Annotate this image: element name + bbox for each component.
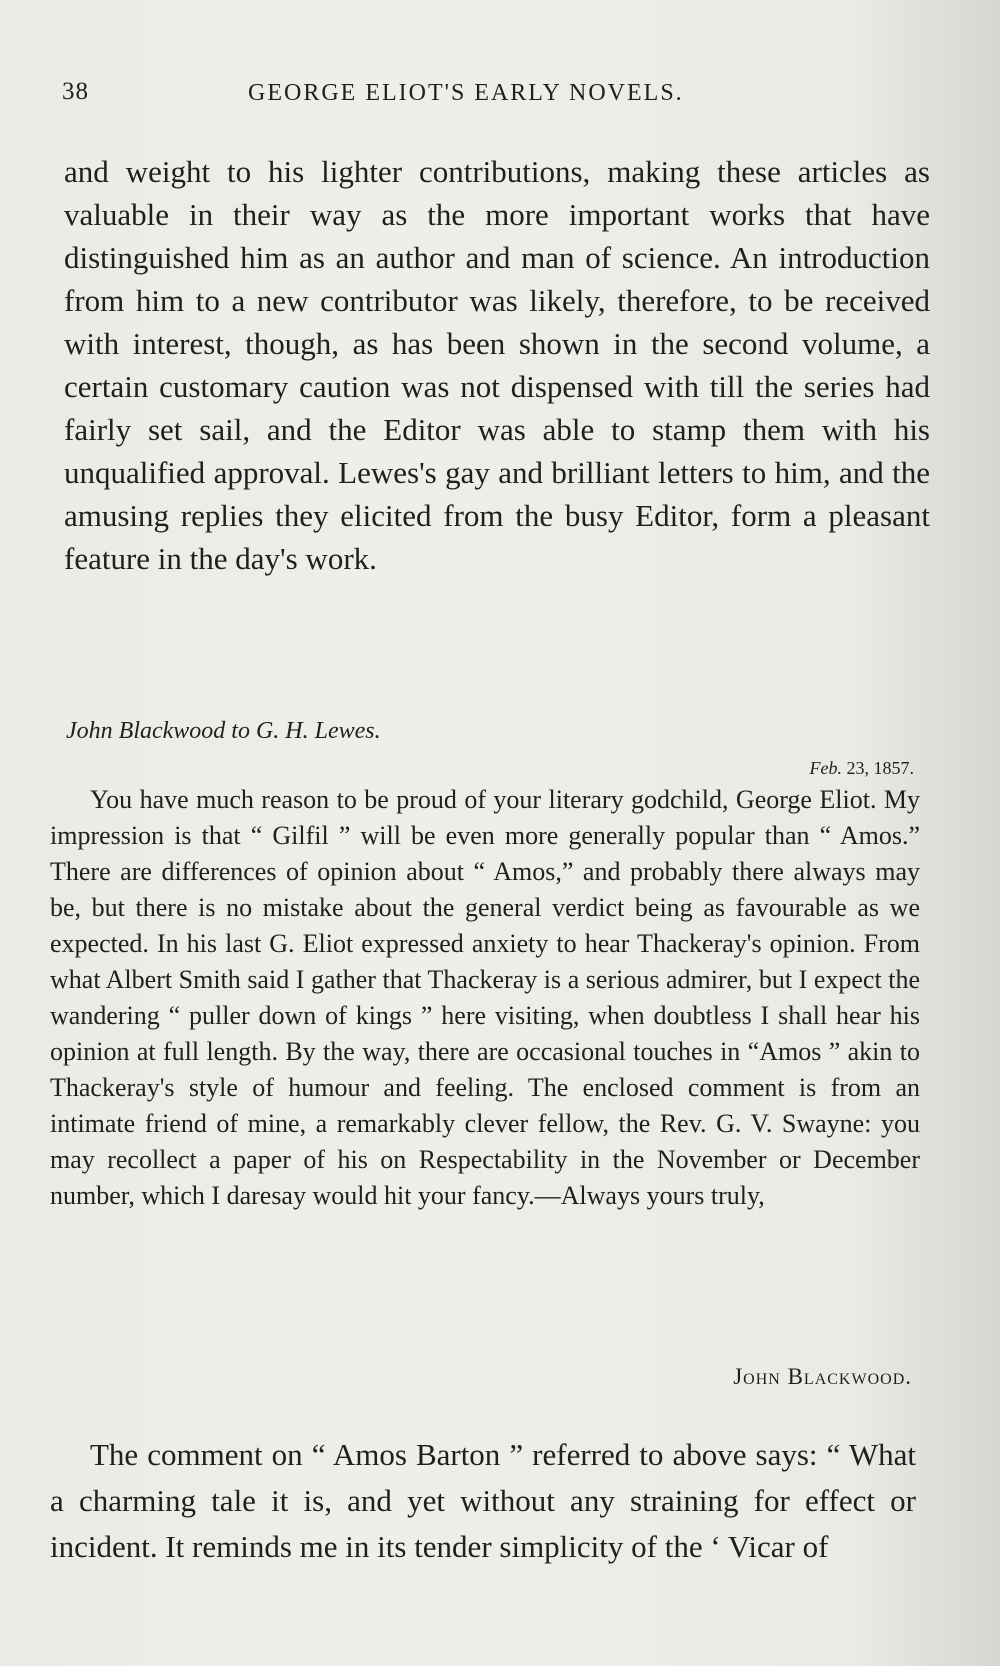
running-title: GEORGE ELIOT'S EARLY NOVELS. xyxy=(248,80,684,106)
letter-date-rest: 23, 1857. xyxy=(842,758,914,778)
page-number: 38 xyxy=(62,78,89,105)
body-paragraph-1: and weight to his lighter contributions, making these articles as valuable in their way as the more important works that have distinguished him as an author and man of science. An introduction from him to a new contributor was likely, therefore, to be received with interest, though, as has been shown in the second volume, a certain customary caution was not dispensed with till the series had fairly set sail, and the Editor was able to stamp them with his unqualified approval. Lewes's gay and brilliant letters to him, and the amusing replies they elicited from the busy Editor, form a pleasant feature in the day's work. xyxy=(64,154,930,576)
letter-body: You have much reason to be proud of your literary godchild, George Eliot. My impression is that “ Gilfil ” will be even more generally popular than “ Amos.” There are differences of opinion about “ Amos,” and probably there always may be, but there is no mistake about the general verdict being as favourable as we expected. In his last G. Eliot expressed anxiety to hear Thackeray's opinion. From what Albert Smith said I gather that Thackeray is a serious admirer, but I expect the wandering “ puller down of kings ” here visiting, when doubtless I shall hear his opinion at full length. By the way, there are occasional touches in “Amos ” akin to Thackeray's style of humour and feeling. The enclosed comment is from an intimate friend of mine, a remarkably clever fellow, the Rev. G. V. Swayne: you may recollect a paper of his on Respectability in the November or December number, which I daresay would hit your fancy.—Always yours truly, xyxy=(50,785,920,1210)
body-paragraph-2: The comment on “ Amos Barton ” referred to above says: “ What a charming tale it is, and yet without any straining for effect or incident. It reminds me in its tender simplicity of the ‘ Vicar of xyxy=(50,1437,916,1564)
letter-date xyxy=(810,758,914,779)
letter-signature: John Blackwood. xyxy=(733,1364,912,1389)
letter-heading: John Blackwood to G. H. Lewes. xyxy=(66,718,381,744)
body-paragraph-2-block xyxy=(50,1432,916,1570)
letter-date-month: Feb. xyxy=(809,758,842,778)
letter-body-block xyxy=(50,782,920,1214)
